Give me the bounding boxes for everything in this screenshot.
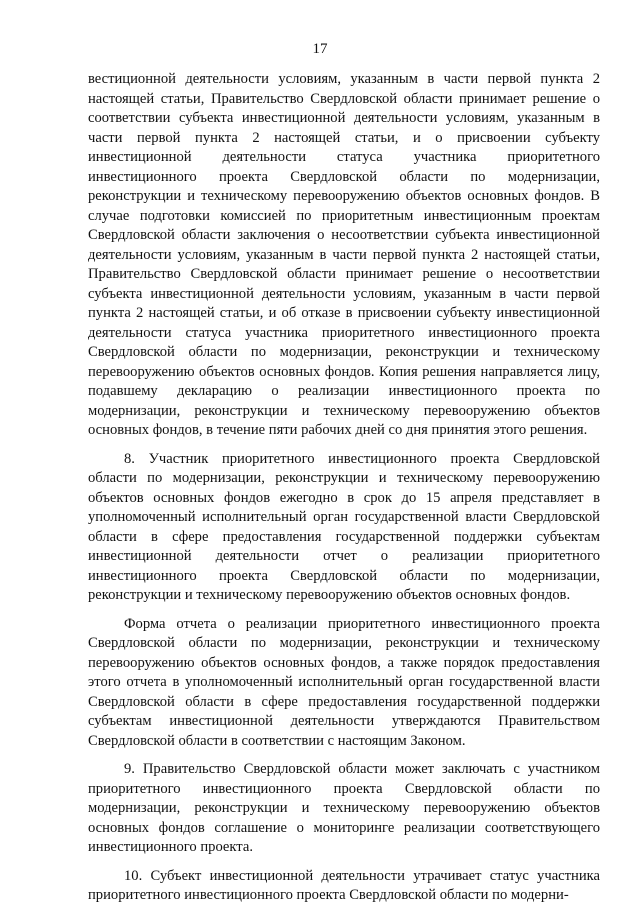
paragraph-continuation: вестиционной деятельности условиям, указанным в части первой пункта 2 настоящей статьи, Правительство Свердловской области принимает решение о соответствии субъекта инвестиционной деятельности условиям, указанным в части первой пункта 2 настоящей статьи, и о присвоении субъекту инвестиционной деятельности статуса участника приоритетного инвестиционного проекта Свердловской области по модернизации, реконструкции и техническому перевооружению объектов основных фондов. В случае подготовки комиссией по приоритетным инвестиционным проектам Свердловской области заключения о несоответствии субъекта инвестиционной деятельности условиям, указанным в части первой пункта 2 настоящей статьи, Правительство Свердловской области принимает решение о несоответствии субъекта инвестиционной деятельности условиям, указанным в части первой пункта 2 настоящей статьи, и об отказе в присвоении субъекту инвестиционной деятельности статуса участника приоритетного инвестиционного проекта Свердловской области по модернизации, реконструкции и техническому перевооружению объектов основных фондов. Копия решения направляется лицу, подавшему декларацию о реализации инвестиционного проекта по модернизации, реконструкции и техническому перевооружению объектов основных фондов, в течение пяти рабочих дней со дня принятия этого решения. (88, 71, 600, 438)
page-number: 17 (312, 41, 328, 57)
paragraph-item-8: 8. Участник приоритетного инвестиционного проекта Свердловской области по модернизации, реконструкции и техническому перевооружению объектов основных фондов ежегодно в срок до 15 апреля представляет в уполномоченный исполнительный орган государственной власти Свердловской области в сфере предоставления государственной поддержки субъектам инвестиционной деятельности отчет о реализации приоритетного инвестиционного проекта Свердловской области по модернизации, реконструкции и техническому перевооружению объектов основных фондов. (88, 450, 600, 603)
paragraph-item-10: 10. Субъект инвестиционной деятельности утрачивает статус участника приоритетного инвестиционного проекта Свердловской области по модерни- (88, 867, 600, 903)
paragraph-item-9: 9. Правительство Свердловской области может заключать с участником приоритетного инвестиционного проекта Свердловской области по модернизации, реконструкции и техническому перевооружению объектов основных фондов соглашение о мониторинге реализации соответствующего инвестиционного проекта. (88, 761, 600, 855)
document-body (88, 70, 600, 915)
paragraph-report-form: Форма отчета о реализации приоритетного инвестиционного проекта Свердловской области по модернизации, реконструкции и техническому перевооружению объектов основных фондов, а также порядок предоставления этого отчета в уполномоченный исполнительный орган государственной власти Свердловской области в сфере предоставления государственной поддержки субъектам инвестиционной деятельности утверждаются Правительством Свердловской области в соответствии с настоящим Законом. (88, 615, 600, 749)
